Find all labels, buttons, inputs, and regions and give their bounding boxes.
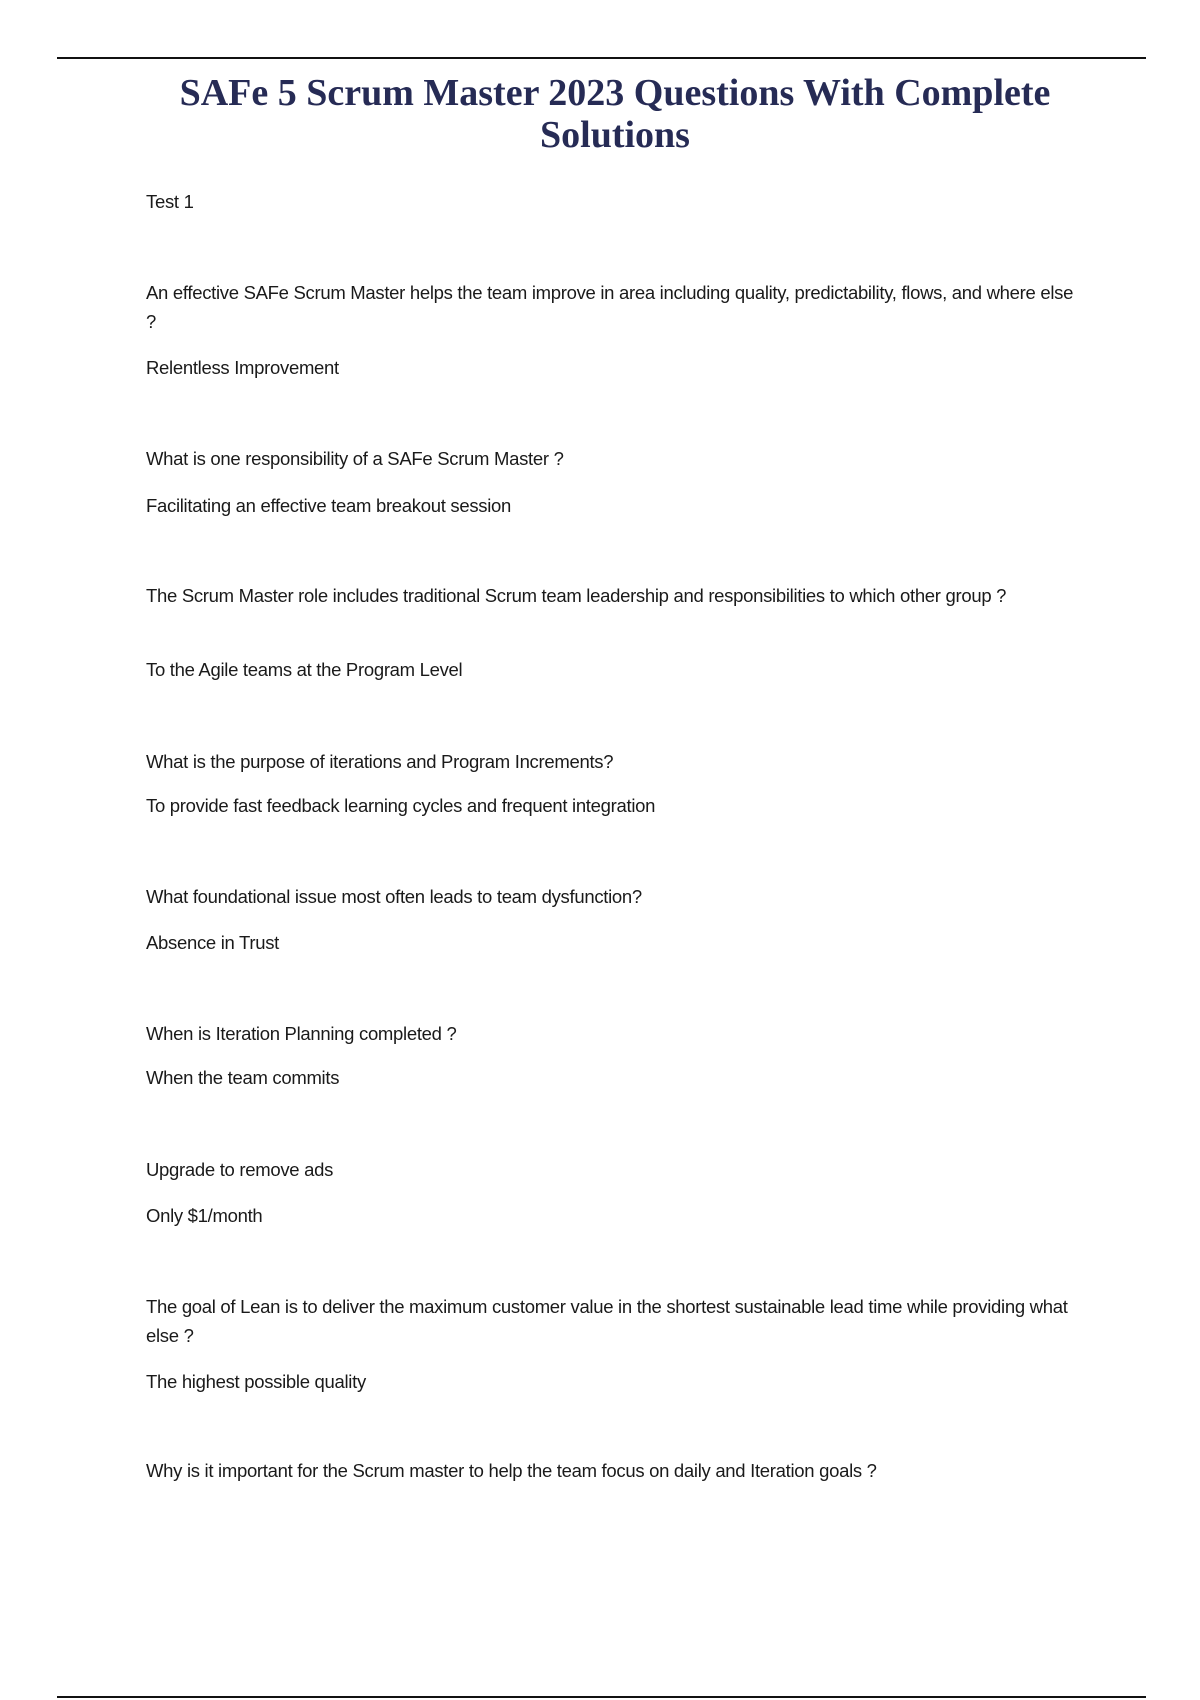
- question-4: What is the purpose of iterations and Program Increments?: [146, 751, 614, 772]
- document-title: SAFe 5 Scrum Master 2023 Questions With Complete Solutions: [179, 72, 1051, 156]
- answer-3: To the Agile teams at the Program Level: [146, 659, 463, 680]
- answer-4: To provide fast feedback learning cycles and frequent integration: [146, 795, 656, 816]
- question-8: The goal of Lean is to deliver the maximum customer value in the shortest sustainable lead time while providing what else ?: [146, 1296, 1068, 1346]
- upgrade-ad-link[interactable]: Upgrade to remove ads: [146, 1159, 334, 1180]
- question-6: When is Iteration Planning completed ?: [146, 1023, 457, 1044]
- bottom-rule: [57, 1696, 1146, 1698]
- question-3: The Scrum Master role includes traditional Scrum team leadership and responsibilities to which other group ?: [146, 585, 1007, 606]
- answer-5: Absence in Trust: [146, 932, 279, 953]
- answer-6: When the team commits: [146, 1067, 340, 1088]
- question-5: What foundational issue most often leads to team dysfunction?: [146, 886, 642, 907]
- answer-8: The highest possible quality: [146, 1371, 366, 1392]
- upgrade-price: Only $1/month: [146, 1205, 263, 1226]
- test-label: Test 1: [146, 191, 194, 212]
- answer-2: Facilitating an effective team breakout session: [146, 495, 512, 516]
- question-2: What is one responsibility of a SAFe Scrum Master ?: [146, 448, 564, 469]
- answer-1: Relentless Improvement: [146, 357, 339, 378]
- question-9: Why is it important for the Scrum master to help the team focus on daily and Iteration goals ?: [146, 1460, 877, 1481]
- top-rule: [57, 57, 1146, 59]
- question-1: An effective SAFe Scrum Master helps the team improve in area including quality, predictability, flows, and where else ?: [146, 282, 1074, 332]
